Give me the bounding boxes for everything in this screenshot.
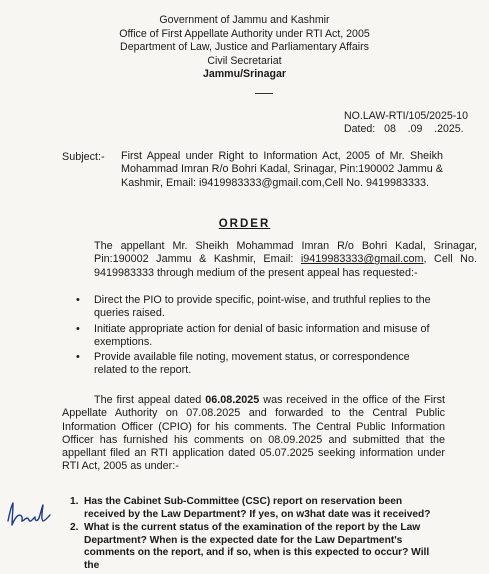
order-title: ORDER [218,218,271,230]
header-divider [255,93,273,94]
header-government: Government of Jammu and Kashmir [159,14,330,26]
header-secretariat: Civil Secretariat [207,54,282,67]
reference-date [344,123,464,136]
subject-text: First Appeal under Right to Information Act, 2005 of Mr. Sheikh Mohammad Imran R/o Bohri Kadal, Srinagar, Pin:190002 Jammu & Kashmir, Email: i9419983333@gmail.com,Cell No. 9419983333. [121,150,443,189]
body-paragraph [62,394,445,474]
request-item: • Initiate appropriate action for denial of basic information and misuse of exemptions. [62,323,445,349]
request-item: • Provide available file noting, movement status, or correspondence related to the report. [62,351,445,377]
date-day: 08 [384,123,396,135]
intro-text-tail: , Cell No. 9419983333 through medium of the present appeal has requested:- [94,253,477,279]
body-text: The first appeal dated [94,394,206,406]
subject-label: Subject:- [62,151,105,163]
date-month: .09 [407,123,423,135]
header-location: Jammu/Srinagar [202,68,287,80]
question-list [62,496,442,574]
question-item [62,522,442,572]
question-text: Has the Cabinet Sub-Committee (CSC) report on reservation been received by the Law Department? If yes, on w3hat date was it received? [84,496,431,520]
request-item: • Direct the PIO to provide specific, point-wise, and truthful replies to the queries raised. [62,294,445,320]
header-department: Department of Law, Justice and Parliamentary Affairs [120,41,369,53]
appellant-email: i9419983333@gmail.com [300,253,424,266]
question-number: 1. [70,496,79,507]
header-office: Office of First Appellate Authority under RTI Act, 2005 [119,27,370,40]
request-list [62,294,445,380]
dated-label: Dated: [344,123,376,135]
intro-text: The appellant Mr. Sheikh Mohammad Imran R/o Bohri Kadal, Srinagar, Pin:190002 Jammu & Kashmir, Email: [94,240,477,266]
appeal-date: 06.08.2025 [205,394,260,406]
question-item [62,496,442,521]
handwritten-signature-icon [4,499,52,529]
question-text: What is the current status of the examination of the report by the Law Department? When is the expected date for the Law Department's comments on the report, and if so, when is this expected to occur? Will the [84,522,430,571]
reference-number: NO.LAW-RTI/105/2025-10 [344,110,469,122]
date-year: .2025. [434,123,464,135]
intro-paragraph [62,240,477,280]
body-text-tail: was received in the office of the First Appellate Authority on 07.08.2025 and forwarded to the Central Public Information Officer (CPIO) for his comments. The Central Public Information Officer has furnished his comments on 08.09.2025 and submitted that the appellant filed an RTI application dated 05.07.2025 seeking information under RTI Act, 2005 as under:- [62,394,445,473]
question-number: 2. [70,522,79,534]
